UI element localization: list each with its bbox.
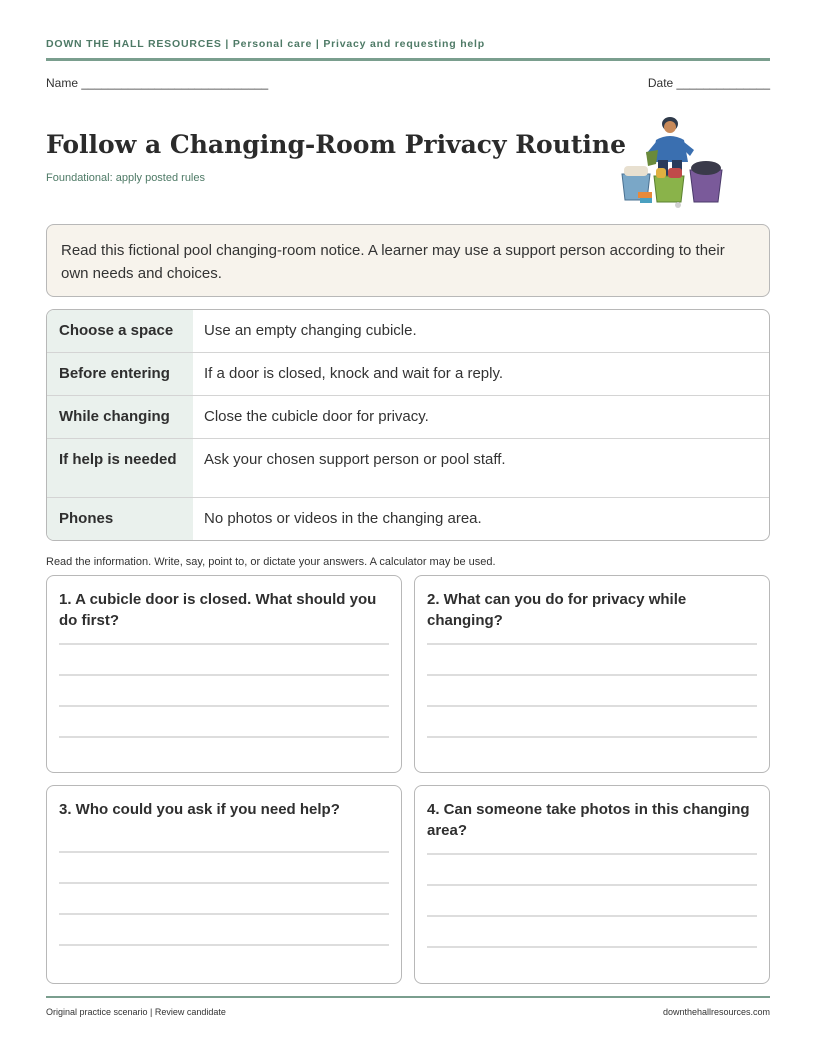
answer-line[interactable]: [59, 851, 389, 853]
question-text: 3. Who could you ask if you need help?: [59, 801, 340, 818]
name-field-label[interactable]: Name ____________________________: [46, 76, 269, 90]
rule-row: [47, 310, 769, 352]
footer-website-link[interactable]: downthehallresources.com: [662, 1007, 770, 1017]
rules-table: [46, 309, 770, 541]
laundry-person-illustration: [612, 110, 728, 210]
question-box-2: [414, 575, 770, 773]
name-date-row: [46, 76, 770, 90]
answer-line[interactable]: [427, 643, 757, 645]
rule-text: If a door is closed, knock and wait for a reply.: [204, 365, 504, 382]
answer-line[interactable]: [59, 674, 389, 676]
rule-row: [47, 438, 769, 497]
rule-row: [47, 352, 769, 395]
rule-label: Phones: [47, 498, 193, 540]
rule-label: Choose a space: [47, 310, 193, 352]
rule-label: If help is needed: [47, 439, 193, 497]
question-text: 2. What can you do for privacy while changing?: [427, 591, 687, 629]
answer-line[interactable]: [59, 643, 389, 645]
answer-line[interactable]: [59, 705, 389, 707]
header-breadcrumb: DOWN THE HALL RESOURCES | Personal care | Privacy and requesting help: [46, 38, 485, 50]
intro-notice: Read this fictional pool changing-room notice. A learner may use a support person according to their own needs and choices.: [46, 224, 770, 297]
answer-line[interactable]: [427, 705, 757, 707]
rule-text: Use an empty changing cubicle.: [204, 322, 417, 339]
answer-line[interactable]: [59, 736, 389, 738]
answer-line[interactable]: [59, 913, 389, 915]
rule-text: Ask your chosen support person or pool staff.: [204, 451, 506, 468]
question-box-4: [414, 785, 770, 984]
answer-line[interactable]: [59, 944, 389, 946]
answer-line[interactable]: [427, 915, 757, 917]
answer-line[interactable]: [427, 853, 757, 855]
rule-text: No photos or videos in the changing area.: [204, 510, 482, 527]
answer-line[interactable]: [427, 946, 757, 948]
rule-text: Close the cubicle door for privacy.: [204, 408, 429, 425]
rule-row: [47, 395, 769, 438]
date-field-label[interactable]: Date ______________: [647, 76, 770, 90]
question-box-3: [46, 785, 402, 984]
page-title: Follow a Changing-Room Privacy Routine: [46, 130, 626, 159]
rule-label: While changing: [47, 396, 193, 438]
question-text: 1. A cubicle door is closed. What should you do first?: [59, 591, 377, 629]
question-text: 4. Can someone take photos in this changing area?: [427, 801, 750, 839]
footer-note: Original practice scenario | Review candidate: [46, 1007, 226, 1017]
question-box-1: [46, 575, 402, 773]
page-subtitle: Foundational: apply posted rules: [46, 172, 205, 184]
answer-line[interactable]: [427, 736, 757, 738]
footer-divider: [46, 996, 770, 998]
answer-line[interactable]: [59, 882, 389, 884]
instructions: Read the information. Write, say, point to, or dictate your answers. A calculator may be used.: [46, 556, 496, 568]
answer-line[interactable]: [427, 674, 757, 676]
answer-line[interactable]: [427, 884, 757, 886]
rule-label: Before entering: [47, 353, 193, 395]
rule-row: [47, 497, 769, 540]
header-divider: [46, 58, 770, 61]
